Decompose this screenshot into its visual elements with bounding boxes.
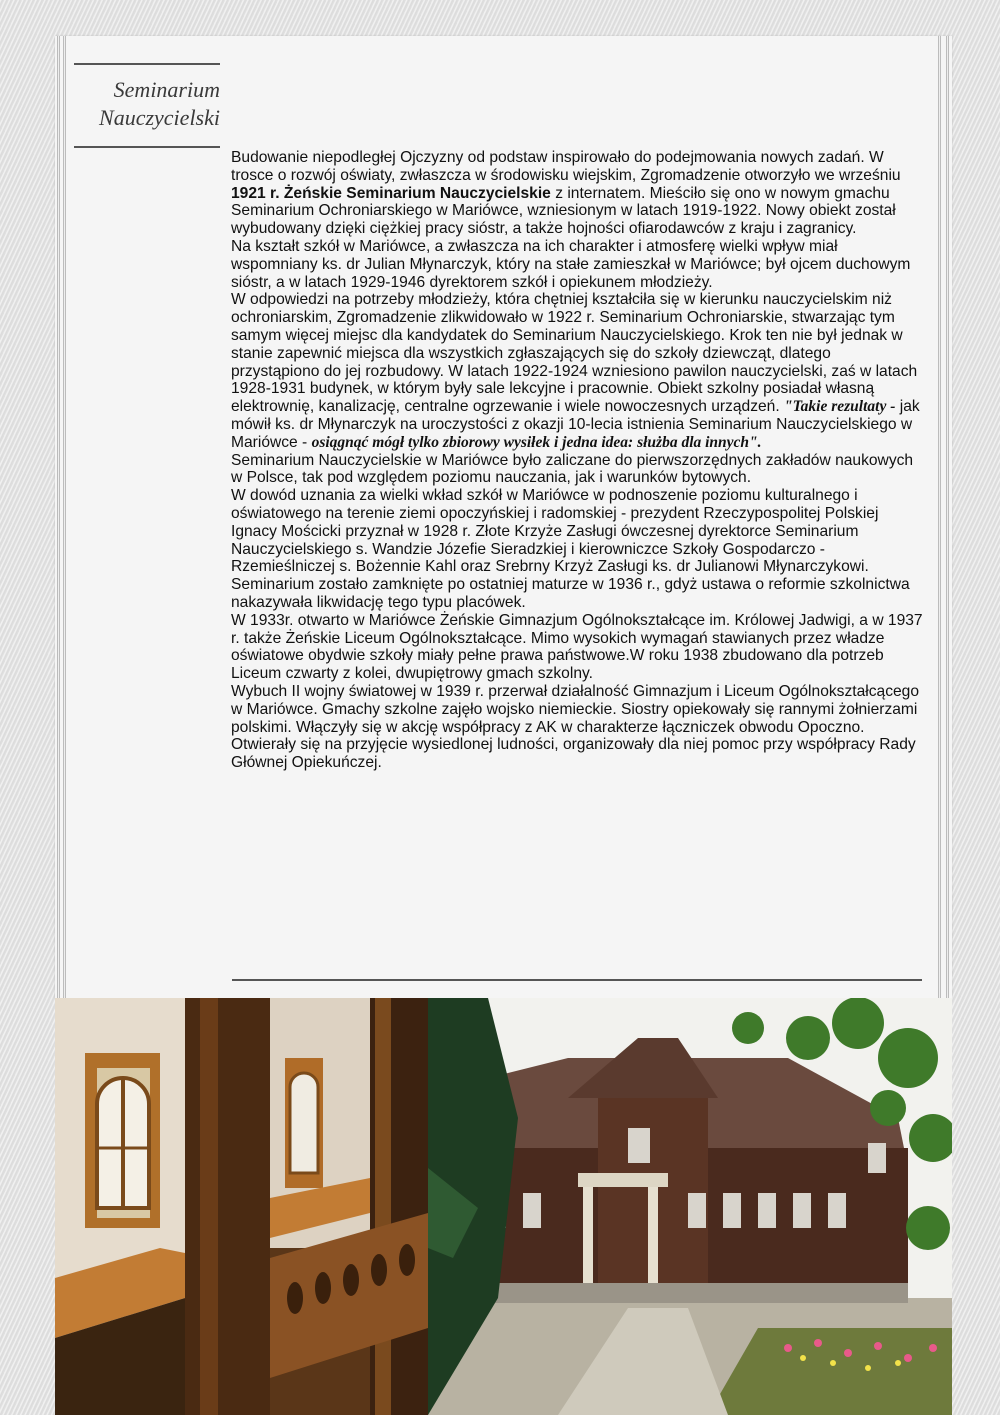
page-title-line-2: Nauczycielski xyxy=(99,105,220,130)
photo-strip xyxy=(55,998,952,1415)
paragraph-closure: Seminarium zostało zamknięte po ostatniej maturze w 1936 r., gdyż ustawa o reformie szkolnictwa nakazywała likwidację tego typu placówek. xyxy=(231,576,910,611)
text-run: Budowanie niepodległej Ojczyzny od podstaw inspirowało do podejmowania nowych zadań. W trosce o rozwój oświaty, zwłaszcza w środowisku wiejskim, Zgromadzenie otworzyło we wrześniu xyxy=(231,149,901,184)
paragraph-gymnasium: W 1933r. otwarto w Mariówce Żeńskie Gimnazjum Ogólnokształcące im. Królowej Jadwigi, a w 1937 r. także Żeńskie Liceum Ogólnokształcące. Mimo wysokich wymagań stawianych przez władze oświatowe obydwie szkoły miały pełne prawa państwowe.W roku 1938 zbudowano dla potrzeb Liceum czwarty z kolei, dwupiętrowy gmach szkolny. xyxy=(231,611,923,683)
decorative-column-right-outer xyxy=(946,36,949,998)
text-run: W odpowiedzi na potrzeby młodzieży, która chętniej kształciła się w kierunku nauczycielskim niż ochroniarskim, Zgromadzenie zlikwidowało w 1922 r. Seminarium Ochroniarskie, stwarzając tym samym więcej miejsc dla kandydatek do Seminarium Nauczycielskiego. Krok ten nie był jednak w stanie zapewnić miejsca dla wszystkich zgłaszających się do szkoły dziewcząt, dlatego przystąpiono do jej rozbudowy. W latach 1922-1924 wzniesiono pawilon nauczycielski, zaś w latach 1928-1931 budynek, w którym były sale lekcyjne i pracownie. Obiekt szkolny posiadał własną elektrownię, kanalizację, centralne ogrzewanie i wiele nowoczesnych urządzeń. xyxy=(231,291,918,416)
text-run: z internatem. Mieściło się ono w nowym gmachu Seminarium Ochroniarskiego w Mariówce, wzniesionym w latach 1919-1922. Nowy obiekt został wybudowany dzięki ciężkiej pracy sióstr, a także hojności ofiarodawców z kraju i zagranicy. xyxy=(231,184,896,238)
article-divider-bottom xyxy=(232,979,922,981)
title-divider-top xyxy=(74,63,220,65)
paragraph-reputation: Seminarium Nauczycielskie w Mariówce było zaliczane do pierwszorzędnych zakładów naukowych w Polsce, tak pod względem poziomu nauczania, jak i warunków bytowych. xyxy=(231,451,914,487)
highlight-seminary-name: 1921 r. Żeńskie Seminarium Nauczycielskie xyxy=(231,184,551,202)
text-run: jak mówił ks. dr Młynarczyk na uroczystości z okazji 10-lecia istnienia Seminarium Nauczycielskiego w Mariówce - xyxy=(231,398,920,451)
paragraph-founding xyxy=(231,149,923,238)
decorative-column-left-outer xyxy=(57,36,60,998)
photo-interior xyxy=(55,998,428,1415)
paragraph-mlynarczyk: Na kształt szkół w Mariówce, a zwłaszcza na ich charakter i atmosferę wielki wpływ miał wspomniany ks. dr Julian Młynarczyk, który na stałe zamieszkał w Mariówce; był ojcem duchowym sióstr, a w latach 1929-1946 dyrektorem szkół i opiekunem młodzieży. xyxy=(231,237,911,291)
paragraph-expansion xyxy=(231,291,923,451)
title-divider-bottom xyxy=(74,146,220,148)
decorative-column-right-inner xyxy=(938,36,941,998)
paragraph-awards: W dowód uznania za wielki wkład szkół w Mariówce w podnoszenie poziomu kulturalnego i oświatowego na terenie ziemi opoczyńskiej i radomskiej - prezydent Rzeczypospolitej Polskiej Ignacy Mościcki przyznał w 1928 r. Złote Krzyże Zasługi ówczesnej dyrektorce Seminarium Nauczycielskiego s. Wandzie Józefie Sieradzkiej i kierowniczce Szkoły Gospodarczo - Rzemieślniczej s. Bożennie Kahl oraz Srebrny Krzyż Zasługi ks. dr Julianowi Młynarczykowi. xyxy=(231,487,879,576)
page-title-line-1: Seminarium xyxy=(113,77,220,102)
decorative-column-left-inner xyxy=(63,36,66,998)
article-body xyxy=(231,149,923,772)
paragraph-war: Wybuch II wojny światowej w 1939 r. przerwał działalność Gimnazjum i Liceum Ogólnokształcącego w Mariówce. Gmachy szkolne zajęło wojsko niemieckie. Siostry opiekowały się rannymi żołnierzami polskimi. Włączyły się w akcję współpracy z AK w charakterze łączniczek obwodu Opoczno. Otwierały się na przyjęcie wysiedlonej ludności, organizowały dla niej pomoc przy współpracy Rady Głównej Opiekuńczej. xyxy=(231,682,920,772)
quote-start: "Takie rezultaty - xyxy=(784,398,896,416)
photo-building-exterior xyxy=(428,998,952,1415)
page-title xyxy=(74,76,220,132)
quote-end: osiągnąć mógł tylko zbiorowy wysiłek i jedna idea: służba dla innych". xyxy=(311,433,762,451)
